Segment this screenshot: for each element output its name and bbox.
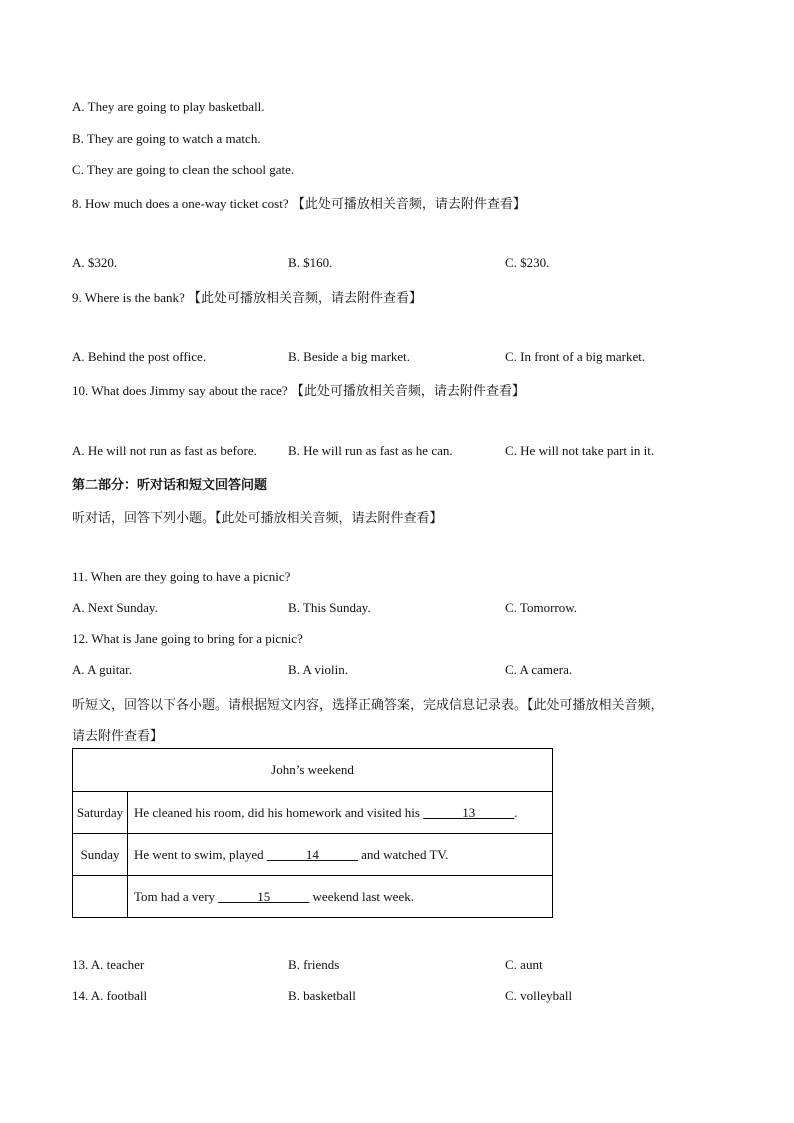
q12-question: 12. What is Jane going to bring for a picnic? <box>72 631 303 646</box>
q8-option-c: C. $230. <box>505 255 550 270</box>
q9-option-b: B. Beside a big market. <box>288 349 411 364</box>
q12-option-b: B. A violin. <box>288 662 348 677</box>
table-row <box>73 876 553 918</box>
dialogue-instruction[interactable]: 听对话，回答下列小题。【此处可播放相关音频，请去附件查看】 <box>72 511 443 526</box>
q8-audio-link[interactable]: 【此处可播放相关音频，请去附件查看】 <box>291 197 526 212</box>
row-text: He went to swim, played <box>134 846 267 862</box>
q10-option-b: B. He will run as fast as he can. <box>288 443 453 458</box>
row-text-end: weekend last week. <box>309 888 414 904</box>
answer-blank-14: ______14______ <box>266 846 358 862</box>
q13-option-a: 13. A. teacher <box>72 957 145 972</box>
row-text-end: and watched TV. <box>357 846 449 862</box>
passage-instruction-line1[interactable]: 听短文，回答以下各小题。请根据短文内容，选择正确答案，完成信息记录表。【此处可播放相关音频， <box>72 698 664 713</box>
table-row-content <box>128 834 553 876</box>
q7-option-c: C. They are going to clean the school gate. <box>72 162 295 177</box>
q8-question-text: 8. How much does a one-way ticket cost? <box>72 196 292 211</box>
answer-blank-15: ______15______ <box>218 888 310 904</box>
q11-question: 11. When are they going to have a picnic? <box>72 569 291 584</box>
table-row <box>73 834 553 876</box>
q12-option-a: A. A guitar. <box>72 662 132 677</box>
row-text-end: . <box>514 804 518 820</box>
table-row-label: Sunday <box>73 834 128 876</box>
q10-audio-link[interactable]: 【此处可播放相关音频，请去附件查看】 <box>290 384 525 399</box>
weekend-info-table <box>72 748 553 918</box>
q11-option-a: A. Next Sunday. <box>72 600 158 615</box>
q10-question <box>72 380 525 399</box>
table-row-content <box>128 876 553 918</box>
q10-option-a: A. He will not run as fast as before. <box>72 443 257 458</box>
table-header-row <box>73 749 553 792</box>
q13-option-b: B. friends <box>288 957 340 972</box>
q14-option-b: B. basketball <box>288 988 356 1003</box>
q10-option-c: C. He will not take part in it. <box>505 443 655 458</box>
q9-option-a: A. Behind the post office. <box>72 349 207 364</box>
table-row-label: Saturday <box>73 792 128 834</box>
q8-question <box>72 193 526 212</box>
q9-question-text: 9. Where is the bank? <box>72 290 188 305</box>
answer-blank-13: ______13______ <box>423 804 515 820</box>
q12-option-c: C. A camera. <box>505 662 573 677</box>
q14-option-a: 14. A. football <box>72 988 148 1003</box>
q7-option-b: B. They are going to watch a match. <box>72 131 261 146</box>
passage-instruction-line2[interactable]: 请去附件查看】 <box>72 729 164 744</box>
q14-option-c: C. volleyball <box>505 988 573 1003</box>
part2-heading: 第二部分：听对话和短文回答问题 <box>72 478 268 493</box>
table-row-content <box>128 792 553 834</box>
q11-option-c: C. Tomorrow. <box>505 600 578 615</box>
table-row-label <box>73 876 128 918</box>
q13-option-c: C. aunt <box>505 957 543 972</box>
row-text: He cleaned his room, did his homework and visited his <box>134 804 424 820</box>
q8-option-a: A. $320. <box>72 255 118 270</box>
q9-question <box>72 287 422 306</box>
q9-audio-link[interactable]: 【此处可播放相关音频，请去附件查看】 <box>188 291 423 306</box>
table-title: John’s weekend <box>73 749 553 792</box>
row-text: Tom had a very <box>134 888 219 904</box>
q10-question-text: 10. What does Jimmy say about the race? <box>72 383 291 398</box>
q7-option-a: A. They are going to play basketball. <box>72 99 265 114</box>
q11-option-b: B. This Sunday. <box>288 600 371 615</box>
q8-option-b: B. $160. <box>288 255 333 270</box>
table-row <box>73 792 553 834</box>
q9-option-c: C. In front of a big market. <box>505 349 646 364</box>
